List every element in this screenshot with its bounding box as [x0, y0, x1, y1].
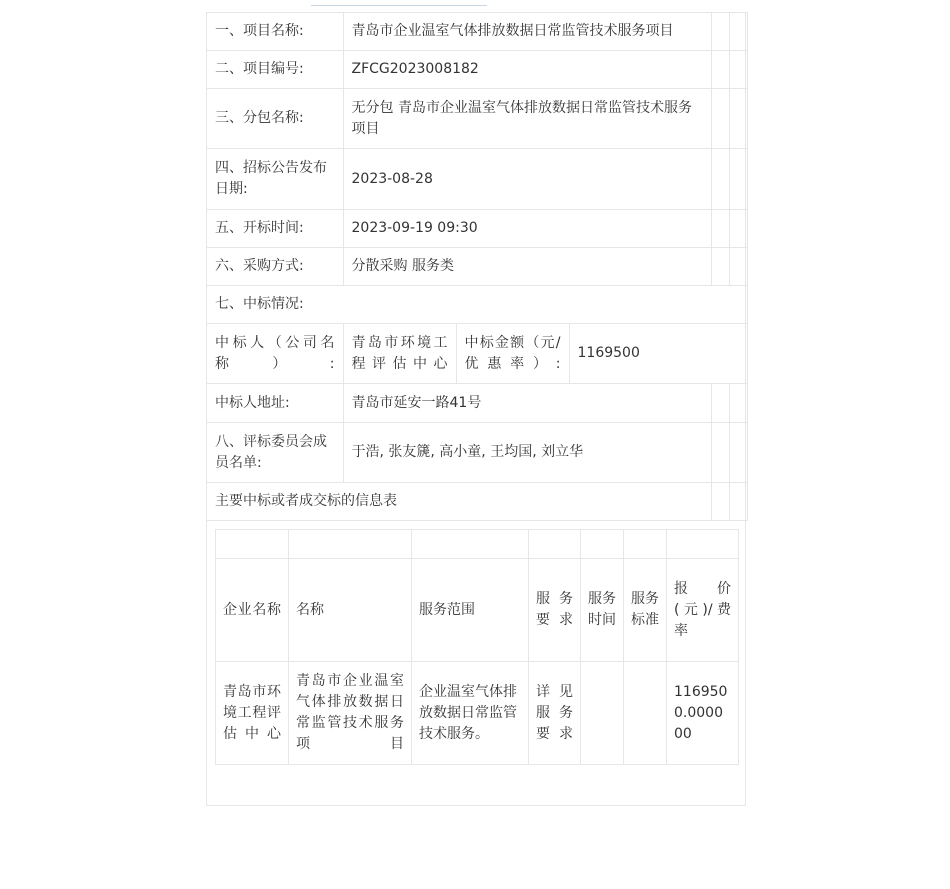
cell-company: 青岛市环境工程评估中心 [216, 662, 289, 765]
cell-scope: 企业温室气体排放数据日常监管技术服务。 [412, 662, 529, 765]
cell-standard [624, 662, 667, 765]
header-time: 服务时间 [581, 559, 624, 662]
row-winner-address [207, 384, 747, 423]
cell-name: 青岛市企业温室气体排放数据日常监管技术服务项目 [289, 662, 412, 765]
bid-result-panel [206, 12, 746, 806]
project-no-value: ZFCG2023008182 [343, 51, 711, 89]
winner-address-label: 中标人地址: [207, 384, 343, 423]
row-info-table-title [207, 483, 747, 521]
committee-label: 八、评标委员会成员名单: [207, 423, 343, 483]
package-name-value: 无分包 青岛市企业温室气体排放数据日常监管技术服务项目 [343, 89, 711, 149]
header-name: 名称 [289, 559, 412, 662]
purchase-method-label: 六、采购方式: [207, 248, 343, 286]
header-scope: 服务范围 [412, 559, 529, 662]
committee-value: 于浩, 张友篪, 高小童, 王均国, 刘立华 [343, 423, 711, 483]
amount-label: 中标金额（元/优惠率）: [456, 324, 569, 384]
info-table-spacer-row [216, 530, 739, 559]
row-winner [207, 324, 747, 384]
info-table [215, 529, 739, 765]
publish-date-label: 四、招标公告发布日期: [207, 149, 343, 210]
publish-date-value: 2023-08-28 [343, 149, 711, 210]
row-open-time [207, 210, 747, 248]
winner-address-value: 青岛市延安一路41号 [343, 384, 711, 423]
project-name-label: 一、项目名称: [207, 13, 343, 51]
cell-price: 1169500.000000 [667, 662, 739, 765]
winner-value: 青岛市环境工程评估中心 [343, 324, 456, 384]
winner-label: 中标人（公司名称）: [207, 324, 343, 384]
header-company: 企业名称 [216, 559, 289, 662]
header-requirement: 服务要求 [529, 559, 581, 662]
row-project-no [207, 51, 747, 89]
open-time-label: 五、开标时间: [207, 210, 343, 248]
row-package-name [207, 89, 747, 149]
row-purchase-method [207, 248, 747, 286]
cell-requirement: 详见服务要求 [529, 662, 581, 765]
project-no-label: 二、项目编号: [207, 51, 343, 89]
header-price: 报价(元)/费率 [667, 559, 739, 662]
header-standard: 服务标准 [624, 559, 667, 662]
row-bid-status [207, 286, 747, 324]
top-divider [311, 5, 487, 6]
project-name-value: 青岛市企业温室气体排放数据日常监管技术服务项目 [343, 13, 711, 51]
package-name-label: 三、分包名称: [207, 89, 343, 149]
info-table-title: 主要中标或者成交标的信息表 [207, 483, 711, 521]
info-table-header-row [216, 559, 739, 662]
table-row [216, 662, 739, 765]
bid-status-label: 七、中标情况: [207, 286, 747, 324]
row-project-name [207, 13, 747, 51]
amount-value: 1169500 [569, 324, 747, 384]
open-time-value: 2023-09-19 09:30 [343, 210, 711, 248]
info-table-wrap [207, 521, 745, 803]
cell-time [581, 662, 624, 765]
row-publish-date [207, 149, 747, 210]
row-committee [207, 423, 747, 483]
bid-result-table [207, 12, 748, 521]
purchase-method-value: 分散采购 服务类 [343, 248, 711, 286]
